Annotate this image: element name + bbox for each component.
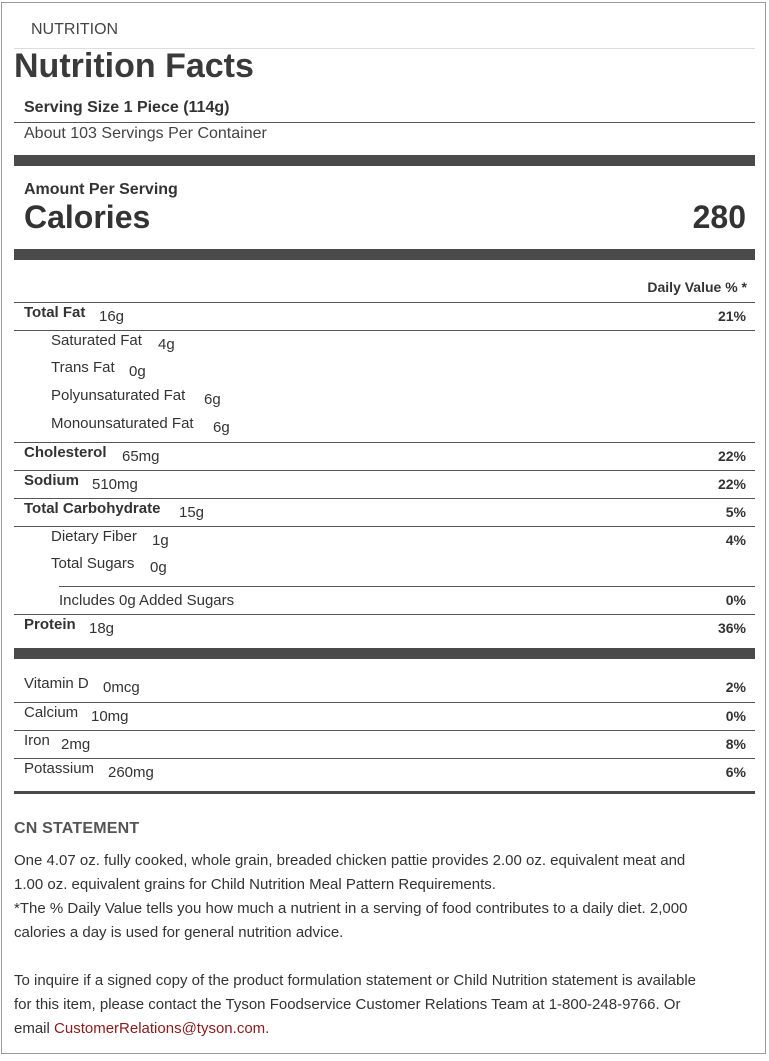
email-suffix: . <box>265 1020 270 1037</box>
email-prefix: email <box>14 1020 55 1037</box>
nutrient-amount: 15g <box>179 504 205 521</box>
nutrient-dv: 22% <box>717 476 746 492</box>
nutrient-row <box>14 470 755 499</box>
nutrient-name: Polyunsaturated Fat <box>51 387 186 404</box>
nutrient-name: Total Fat <box>24 304 86 321</box>
dv-footnote-line: *The % Daily Value tells you how much a nutrient in a serving of food contributes to a daily diet. 2,000 <box>14 900 688 917</box>
nutrient-dv: 36% <box>717 620 746 636</box>
cn-statement-heading: CN STATEMENT <box>14 820 140 837</box>
contact-text <box>14 969 744 1041</box>
nutrient-name: Monounsaturated Fat <box>51 415 194 432</box>
nutrient-row <box>14 554 755 582</box>
nutrient-name: Sodium <box>24 472 79 489</box>
divider <box>14 791 755 794</box>
nutrient-amount: 6g <box>204 391 221 408</box>
nutrient-row <box>14 302 755 331</box>
nutrient-amount: 0g <box>129 363 146 380</box>
nutrient-amount: 18g <box>89 620 115 637</box>
nutrient-row <box>14 614 755 643</box>
nutrient-row <box>14 442 755 471</box>
daily-value-header: Daily Value % * <box>647 279 747 295</box>
vitamin-name: Vitamin D <box>24 675 89 692</box>
vitamin-dv: 8% <box>725 736 746 752</box>
calories-value: 280 <box>692 199 746 235</box>
nutrient-name: Protein <box>24 616 76 633</box>
nutrient-name: Total Sugars <box>51 555 135 572</box>
vitamin-dv: 0% <box>725 708 746 724</box>
nutrient-name: Dietary Fiber <box>51 528 137 545</box>
nutrient-name: Trans Fat <box>51 359 115 376</box>
nutrient-dv: 22% <box>717 448 746 464</box>
nutrient-row <box>14 330 755 359</box>
nutrient-dv: 0% <box>725 592 746 608</box>
vitamin-amount: 0mcg <box>103 679 140 696</box>
nutrient-amount: 1g <box>152 532 169 549</box>
dv-footnote-line: calories a day is used for general nutrition advice. <box>14 924 344 941</box>
vitamin-name: Calcium <box>24 704 79 721</box>
email-link[interactable]: CustomerRelations@tyson.com <box>54 1020 266 1037</box>
vitamin-dv: 6% <box>725 764 746 780</box>
vitamin-name: Iron <box>24 732 50 749</box>
nutrient-row <box>14 386 755 414</box>
vitamin-dv: 2% <box>725 679 746 695</box>
nutrient-amount: 65mg <box>122 448 160 465</box>
vitamin-amount: 10mg <box>91 708 129 725</box>
vitamin-row <box>14 730 755 759</box>
contact-line: To inquire if a signed copy of the product formulation statement or Child Nutrition statement is available <box>14 972 697 989</box>
nutrient-row <box>14 358 755 386</box>
nutrient-amount: 6g <box>213 419 230 436</box>
nutrient-name: Includes 0g Added Sugars <box>59 592 235 609</box>
serving-size: Serving Size 1 Piece (114g) <box>24 99 230 116</box>
vitamin-amount: 2mg <box>61 736 91 753</box>
vitamin-row <box>14 758 755 787</box>
nutrient-row <box>14 414 755 442</box>
contact-line: for this item, please contact the Tyson Foodservice Customer Relations Team at 1-800-248-9766. Or <box>14 996 681 1013</box>
thick-divider <box>14 155 755 166</box>
contact-line <box>14 1017 744 1041</box>
nutrient-name: Cholesterol <box>24 444 107 461</box>
nutrient-row <box>14 498 755 527</box>
vitamin-row <box>14 674 755 702</box>
nutrient-row <box>59 586 755 615</box>
vitamin-row <box>14 702 755 731</box>
vitamin-name: Potassium <box>24 760 95 777</box>
servings-per-container: About 103 Servings Per Container <box>24 125 267 142</box>
calories-label: Calories <box>24 199 151 235</box>
nutrient-dv: 4% <box>725 532 746 548</box>
nutrient-amount: 0g <box>150 559 167 576</box>
vitamin-amount: 260mg <box>108 764 154 781</box>
nutrient-amount: 16g <box>99 308 125 325</box>
cn-line: One 4.07 oz. fully cooked, whole grain, breaded chicken pattie provides 2.00 oz. equivalent meat and <box>14 852 686 869</box>
nutrient-dv: 21% <box>717 308 746 324</box>
nutrient-name: Total Carbohydrate <box>24 500 161 517</box>
amount-per-serving: Amount Per Serving <box>24 181 178 198</box>
thick-divider <box>14 249 755 260</box>
nutrient-amount: 510mg <box>92 476 138 493</box>
divider <box>14 122 755 123</box>
page-title: Nutrition Facts <box>14 47 254 85</box>
thick-divider <box>14 648 755 659</box>
nutrient-row <box>14 526 755 555</box>
nutrient-name: Saturated Fat <box>51 332 142 349</box>
nutrient-dv: 5% <box>725 504 746 520</box>
nutrient-amount: 4g <box>158 336 175 353</box>
cn-line: 1.00 oz. equivalent grains for Child Nutrition Meal Pattern Requirements. <box>14 876 496 893</box>
section-label: NUTRITION <box>31 21 119 38</box>
cn-statement-text <box>14 849 744 945</box>
